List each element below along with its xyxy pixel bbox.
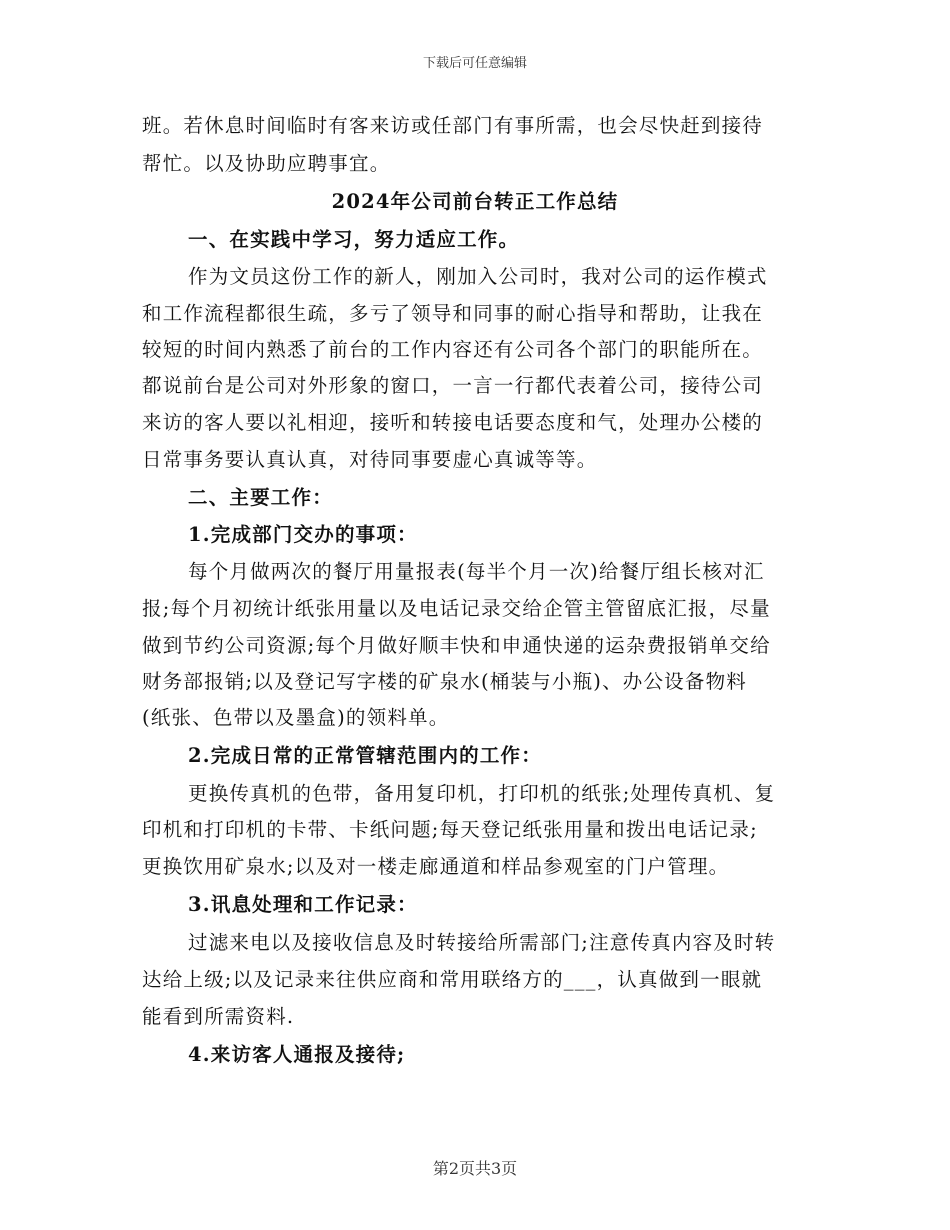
body-line: 达给上级;以及记录来往供应商和常用联络方的___，认真做到一眼就 [142,968,763,991]
body-line: 来访的客人要以礼相迎，接听和转接电话要态度和气，处理办公楼的 [142,411,764,434]
body-line: 做到节约公司资源;每个月做好顺丰快和申通快递的运杂费报销单交给 [142,634,771,657]
subsection-heading: 2.完成日常的正常管辖范围内的工作： [188,744,542,767]
body-line: 都说前台是公司对外形象的窗口，一言一行都代表着公司，接待公司 [142,374,764,397]
body-line: 帮忙。以及协助应聘事宜。 [142,152,391,175]
body-line: 报;每个月初统计纸张用量以及电话记录交给企管主管留底汇报，尽量 [142,597,771,620]
body-line: 能看到所需资料. [142,1005,295,1028]
body-line: (纸张、色带以及墨盒)的领料单。 [142,706,450,729]
body-line: 每个月做两次的餐厅用量报表(每半个月一次)给餐厅组长核对汇 [188,560,765,583]
body-line: 更换饮用矿泉水;以及对一楼走廊通道和样品参观室的门户管理。 [142,855,730,878]
subsection-heading: 1.完成部门交办的事项： [188,523,418,546]
document-title: 2024年公司前台转正工作总结 [331,190,619,213]
subsection-heading: 4.来访客人通报及接待; [188,1043,406,1066]
body-line: 较短的时间内熟悉了前台的工作内容还有公司各个部门的职能所在。 [142,338,764,361]
body-line: 日常事务要认真认真，对待同事要虚心真诚等等。 [142,448,598,471]
body-line: 作为文员这份工作的新人，刚加入公司时，我对公司的运作模式 [188,265,768,288]
body-line: 更换传真机的色带，备用复印机，打印机的纸张;处理传真机、复 [188,782,776,805]
body-line: 班。若休息时间临时有客来访或任部门有事所需，也会尽快赶到接待 [142,114,764,137]
page-footer: 第2页共3页 [432,1159,518,1178]
page-header: 下载后可任意编辑 [422,56,527,71]
body-line: 和工作流程都很生疏，多亏了领导和同事的耐心指导和帮助，让我在 [142,302,764,325]
body-line: 财务部报销;以及登记写字楼的矿泉水(桶装与小瓶)、办公设备物料 [142,670,747,693]
section-heading: 一、在实践中学习，努力适应工作。 [188,228,520,251]
body-line: 过滤来电以及接收信息及时转接给所需部门;注意传真内容及时转 [188,931,776,954]
body-line: 印机和打印机的卡带、卡纸问题;每天登记纸张用量和拨出电话记录; [142,818,758,841]
section-heading: 二、主要工作： [188,486,333,509]
subsection-heading: 3.讯息处理和工作记录： [188,893,418,916]
